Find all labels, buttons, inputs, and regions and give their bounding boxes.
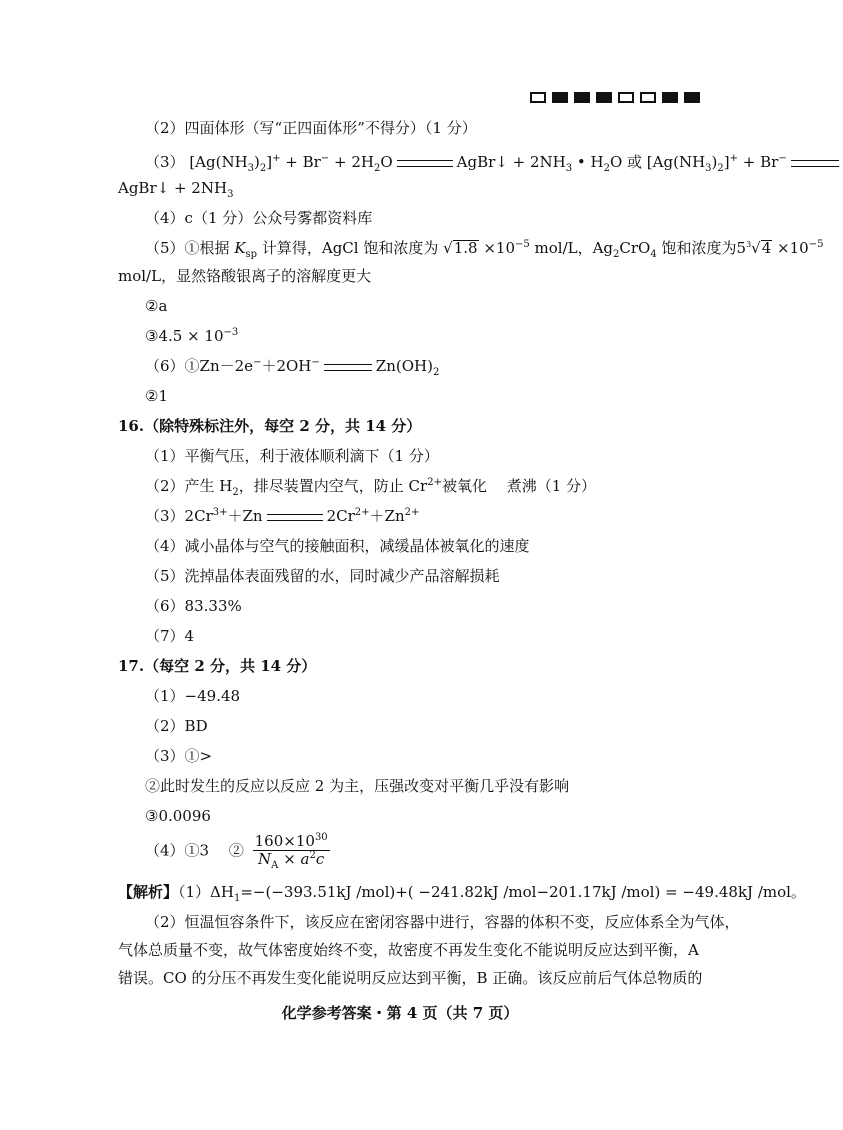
q16-part3-equation: $(3)2Cr^{3+}+Zn$ $2Cr^{2+}+Zn^{2+}$ <box>145 507 420 525</box>
q15-part6-equation: （6）①Zn－2e−＋2OH− $Zn(OH)_2$ <box>145 357 440 378</box>
q16-part1: （1）平衡气压，利于液体顺利滴下（1 分） <box>145 447 439 465</box>
q16-header: 16.（除特殊标注外，每空 2 分，共 14 分） <box>118 417 422 435</box>
q17-part2: （2）BD <box>145 717 208 735</box>
q17-part3-sub2: ②此时发生的反应以反应 2 为主，压强改变对平衡几乎没有影响 <box>145 777 570 795</box>
q17-part1: （1）−49.48 <box>145 687 241 705</box>
q15-part5-sub2: ②a <box>145 297 168 315</box>
q15-part5-sub3: ③4.5 × $10^{-3}$ <box>145 327 239 345</box>
mark-empty <box>618 92 634 103</box>
equals-arrow <box>397 160 453 167</box>
q16-part4: （4）减小晶体与空气的接触面积，减缓晶体被氧化的速度 <box>145 537 530 555</box>
q16-part7: （7）4 <box>145 627 195 645</box>
mark-filled <box>596 92 612 103</box>
q15-part3-equation: （3） $[Ag(NH_3)_2]^+ + Br^- + 2H_2O$ AgBr↓ + $2NH_3$ • $H_2O$ 或 $[Ag(NH_3)_2]^+ + Br^-$ <box>145 152 843 172</box>
q15-part4: （4）c（1 分）公众号雾都资料库 <box>145 209 373 227</box>
mark-filled <box>662 92 678 103</box>
mark-filled <box>574 92 590 103</box>
q15-part5-line2: mol/L，显然铬酸银离子的溶解度更大 <box>118 267 372 285</box>
q17-analysis-4: 错误。CO 的分压不再发生变化能说明反应达到平衡，B 正确。该反应前后气体总物质的 <box>118 969 703 987</box>
q17-part3: （3）①> <box>145 747 213 765</box>
header-marks <box>530 92 700 103</box>
q16-part5: （5）洗掉晶体表面残留的水，同时减少产品溶解损耗 <box>145 567 500 585</box>
density-fraction: $\frac{160\times 10^{30}}{N_A \times a^2c}$ <box>254 832 328 871</box>
q17-analysis-1: 【解析】$(1)\Delta H_1=-(-393.51kJ$ /mol)+( −241.82kJ /mol−201.17kJ /mol) = −49.48kJ /mol。 <box>118 883 806 904</box>
equals-arrow <box>791 160 839 167</box>
page-footer: 化学参考答案・第 4 页（共 7 页） <box>281 1004 519 1022</box>
q15-part6-sub2: ②1 <box>145 387 168 405</box>
q15-part3-cont: AgBr↓ + $2NH_3$ <box>118 179 234 200</box>
q17-analysis-3: 气体总质量不变，故气体密度始终不变，故密度不再发生变化不能说明反应达到平衡，A <box>118 941 699 959</box>
equals-arrow <box>267 514 323 521</box>
mark-filled <box>552 92 568 103</box>
q16-part2: （2）产生 $H_2$，排尽装置内空气，防止 $Cr^{2+}$被氧化 煮沸（1 分） <box>145 477 597 498</box>
q17-header: 17.（每空 2 分，共 14 分） <box>118 657 317 675</box>
equals-arrow <box>324 364 372 371</box>
q17-part3-sub3: ③0.0096 <box>145 807 211 825</box>
mark-empty <box>640 92 656 103</box>
q17-analysis-2: （2）恒温恒容条件下，该反应在密闭容器中进行，容器的体积不变，反应体系全为气体， <box>145 913 740 931</box>
mark-filled <box>684 92 700 103</box>
q15-part5-line1: （5）①根据 $K_{sp}$ 计算得，AgCl 饱和浓度为 $√1.8 \times 10^{-5}$ mol/L，$Ag_2CrO_4$ 饱和浓度为$5^3√4 \times 10^{-5}$ <box>145 239 824 260</box>
q16-part6: （6）83.33% <box>145 597 242 615</box>
q15-part2: （2）四面体形（写“正四面体形”不得分）（1 分） <box>145 119 477 137</box>
q17-part4: （4）①3 ② $\frac{160\times 10^{30}}{N_A \times a^2c}$ <box>145 832 328 871</box>
mark-empty <box>530 92 546 103</box>
